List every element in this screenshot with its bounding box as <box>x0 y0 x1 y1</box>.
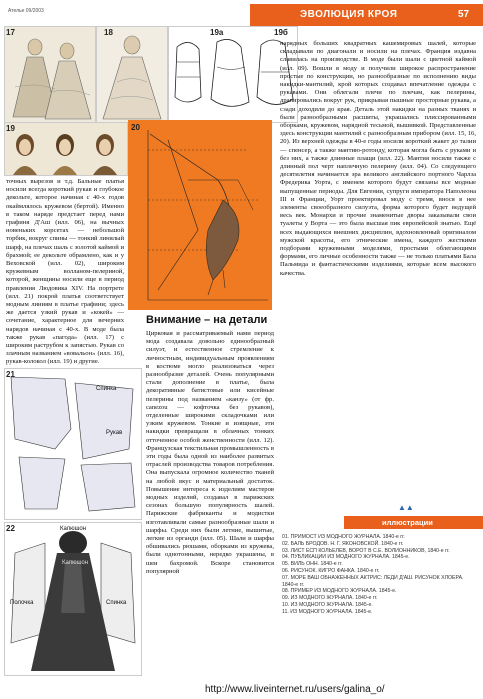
fashion-plate-image <box>97 27 167 122</box>
figure-number: 19б <box>274 28 288 37</box>
illustration-caption: 01. ПРИМОСТ ИЗ МОДНОГО ЖУРНАЛА. 1840-е гг. <box>282 534 405 540</box>
illustrations-list <box>282 534 478 680</box>
figure-22-hooded-cape <box>4 522 142 676</box>
source-url[interactable]: http://www.liveinternet.ru/users/galina_o/ <box>205 684 385 695</box>
illustration-caption: 11. ИЗ МОДНОГО ЖУРНАЛА. 1845-е. <box>282 608 373 615</box>
illustration-caption: 07. МОРЕ ВАШ ОБНАЖЕННЫХ АКТРИС: ЛЕДИ Д'АШ. РИСУНОК ХЛОЕРА. 1840-е гг. <box>282 574 464 588</box>
illustration-caption: 10. ИЗ МОДНОГО ЖУРНАЛА. 1845-е. <box>282 601 373 608</box>
page-number: 57 <box>458 9 470 20</box>
article-text-middle-bottom: Цирковая и рассматриваемый нами период мода создавала довольно единообразный силуэт, и естественное стремление к личностным, индивидуальным проявлениям в костюме могло реализоваться через разнообразие деталей. Очень популярными стали дополнение в платье, была декоративные батистовые или кисейные пелерины под названием «канзу» (от фр. canezou — кофточка без рукавов), отделенные широкими складочками или узким кружевом. Тонкие и изящные, эти накидки превращали в облачных тонких отточенное особой женственности (илл. 12). Французская текстильная промышленность в эти годы была одной из наиболее развитых отраслей производства товаров потребления. Она выпускала огромное количество тканей на любой вкус и материальный достаток. Повышение интереса к изделиям мастеров модных изделий, создавал в парижских сезонах большую популярность шалей. Парижские фабриканты и модистки изготавливали самые разнообразные шали и шарфы. Среди них были летние, вышитые, легкие из органди (илл. 05). Шали и шарфы обшивались рюшами, оборками из кружева, были однотонными, нередко украшены, в шеи бахромой. Вскоре становится популярной <box>146 330 274 575</box>
end-of-article-icon: ▲▲ <box>398 503 414 512</box>
pattern-label-kapyushon-top: Капюшон <box>60 526 87 532</box>
magazine-issue: Ателье 09/2003 <box>8 8 44 14</box>
article-text-right-top: нарядных больших квадратных кашемировых шалей, которые складывали по диагонали и носили на плечах. Франция издавна славилась на производстве. В моде были шали с цветной каймой (илл. 09). Вошли в моду и получили широкое распространение простые по конструкции, но разнообразные по исполнению виды накидки-мантилий, крой которых создавал впечатление одежды с рукавами. Они облегали плечи по плечам, как пелерины, драпировались вокруг рук, прикрывая пышные просторные рукава, а сзади доходили до края. Деталь этой накидки на разных тканях и были разнообразными расшиты, украшались плиссированными оборками, кружевом, нарядной тесьмой, вышивкой. Представленные здесь конструкции мантилий с разнообразным прибором (илл. 15, 16, 20). Из верхней одежды в 40-е годы носили короткий жакет до талии — спенсер, а также мантию-ротонду, которая могла быть с руками и без них, а также длинные плащи (илл. 22). Мантия носили также с длинный пол черт наплечную пелерину (илл. 04). Со следующего десятилетия начинается эра великого английского портного Чарлза Фредерика Уорта, с именем которого будут связаны все модные выпущенные периоды. Для Евгении, супруги императора Наполеона III и Франции, Уорт проектировал моду с тремя, внося в нее элементы своеобразного силуэта, форма которого будет ведущей весь век. Монархи и прочие знаменитые дворы заказывали свои туалеты у Ворта — это была высшая пик европейской знатью. Ещё всех выдающихся внешних дисциплин, вдохновленный оригиналом мужской красоты, его этнические имена, каждого жесткими подборами кружевными моделями, простыми облегающими формами, его личные особенности также — не только платьями Бала Пальмида и фантастическими изделиями, которые всем высокого качества. <box>280 40 476 277</box>
illustration-caption: 05. ВИЛЬ ОНН. 1840-е гг. <box>282 561 343 568</box>
sleeve-sketch-image <box>169 27 297 122</box>
illustration-caption: 02. БАЛЬ БРОДОВ. Н. Г. ЯКОНОВСКОЙ. 1840-е гг. <box>282 540 404 547</box>
pattern-label-spinka: Спинка <box>96 386 117 392</box>
figure-20-pattern-panel <box>128 120 272 310</box>
pattern-label-spinka-2: Спинка <box>106 600 127 606</box>
illustration-caption: 09. ИЗ МОДНОГО ЖУРНАЛА. 1840-е гг. <box>282 595 378 602</box>
pattern-pieces-image <box>5 369 141 519</box>
illustration-caption: 03. ЛИСТ ЕСП КОЛЬЕЛЕВ, ВОРОТ В С.Е. ВОЛИОННИКОВ, 1840-е гг. <box>282 547 450 554</box>
figure-number: 19а <box>210 28 224 37</box>
figure-number: 20 <box>131 123 140 132</box>
figure-17-fashion-plate <box>4 26 96 123</box>
hooded-cape-image <box>5 523 141 675</box>
portraits-image <box>5 123 127 175</box>
figure-19-sleeve-sketches <box>168 26 298 123</box>
pattern-label-polochka: Полочка <box>10 600 34 606</box>
figure-number: 17 <box>6 28 15 37</box>
figure-number: 21 <box>6 370 15 379</box>
figure-21-pattern-pieces <box>4 368 142 520</box>
article-text-left-top: точных вырезов и т.д. Бальные платья носили всегда короткий рукав и глубокое декольте, которое начиная с 40-х годов окаймлялось кружевом (бертой). Именно в таком наряде предстает перед нами графиня Д'Аш (илл. 06), на вычных новеньких корсетах — небольшой торбик, вокруг спины — тонкий линялый шарф, на плечах шаль с золотой каймой и брахмой; ее декольте обрамлено, как и у Веховской (илл. 02), широким кружевным волланом-пелериной, которой, женщины носили еще в период правления Людовика XIV. На портрете (илл. 21) покрой платья соответствует модным линиям в платье графини; здесь же дается узкий рукав и «кокей» — сочетание, характерное для вечерних нарядов начиная с 40-х. В моде была также рукав «пагода» (илл. 17) с широким раструбом к запястью. Рукав со злачным названием «вовальон» (илл. 16), рукав-колокол (илл. 19) и другие. <box>6 178 124 366</box>
figure-19-portraits <box>4 122 128 176</box>
pattern-label-rukav: Рукав <box>106 430 123 436</box>
illustration-caption: 04. ПУБЛИКАЦИИ ИЗ МОДНОГО ЖУРНАЛА. 1845-е. <box>282 554 410 561</box>
fashion-plate-image <box>5 27 95 122</box>
illustration-caption: 06. РИСУНОК. КИГРО ФАНКА. 1840-е гг. <box>282 567 380 574</box>
pattern-label-kapyushon: Капюшон <box>62 560 89 566</box>
figure-number: 18 <box>104 28 113 37</box>
figure-number: 22 <box>6 524 15 533</box>
illustration-caption: 08. ПРИМЕР ИЗ МОДНОГО ЖУРНАЛА. 1845-е. <box>282 588 397 595</box>
figure-18-fashion-plate <box>96 26 168 123</box>
illustrations-title: иллюстрации <box>382 518 433 527</box>
section-title: ЭВОЛЮЦИЯ КРОЯ <box>300 9 398 20</box>
mantilla-pattern-drawing <box>128 120 272 310</box>
section-heading-details: Внимание – на детали <box>146 314 268 326</box>
figure-number: 19 <box>6 124 15 133</box>
